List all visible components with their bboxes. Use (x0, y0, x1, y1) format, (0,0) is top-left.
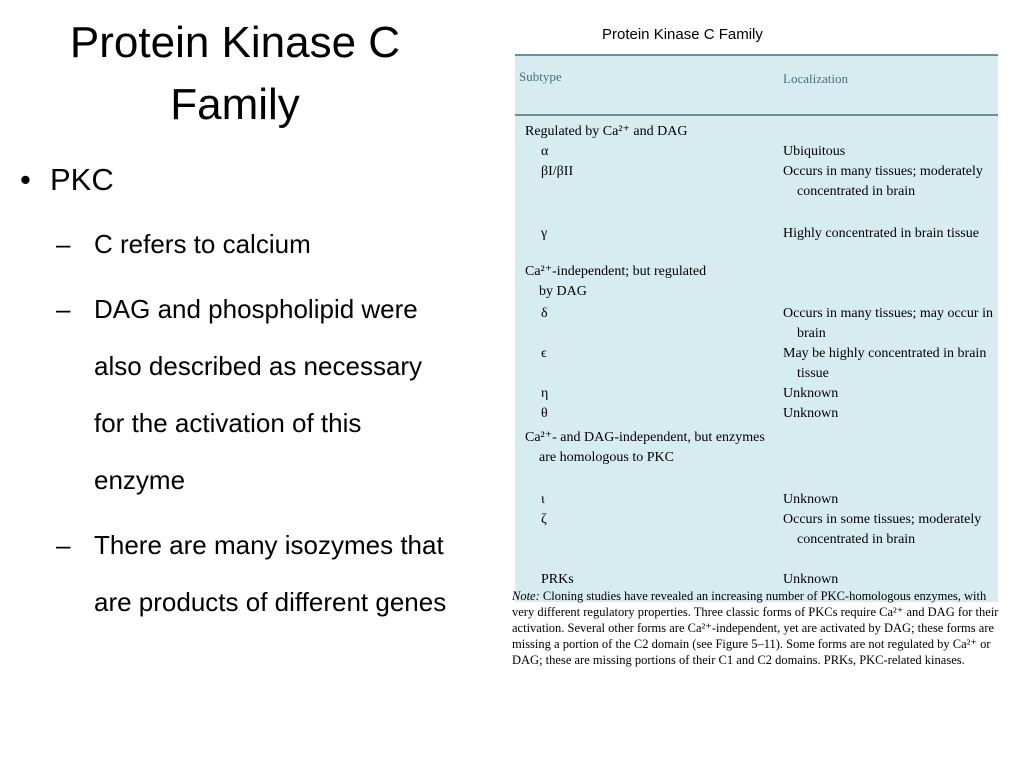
sub-bullet-text: There are many isozymes that are products of different genes (94, 530, 447, 617)
note-text: Cloning studies have revealed an increasing number of PKC-homologous enzymes, with very different regulatory properties. Three classic forms of PKCs require Ca²⁺ and DAG for their activation. Several other forms are Ca²⁺-independent, yet are activated by DAG; these forms are missing a portion of the C2 domain (see Figure 5–11). Some forms are not regulated by Ca²⁺ or DAG; these are missing portions of their C1 and C2 domains. PRKs, PKC-related kinases. (512, 589, 999, 667)
slide-title (20, 12, 450, 136)
sub-bullet-list (14, 216, 454, 631)
subtype-cell: βI/βII (541, 164, 574, 179)
subtype-cell: η (541, 386, 549, 401)
title-line-1: Protein Kinase C (69, 18, 401, 67)
localization-cell: Ubiquitous (783, 144, 846, 159)
dash-icon: – (56, 294, 71, 324)
localization-cell: Occurs in many tissues; moderately concentrated in brain (783, 164, 983, 199)
table-note (512, 588, 1000, 668)
localization-cell: Occurs in many tissues; may occur in brain (783, 306, 993, 341)
subtype-cell: α (541, 144, 549, 159)
subtype-cell: ϵ (541, 346, 547, 361)
title-line-2: Family (170, 80, 300, 129)
subtype-cell: γ (541, 226, 548, 241)
sub-bullet-item (14, 281, 454, 509)
subtype-cell: δ (541, 306, 548, 321)
column-header-localization: Localization (783, 71, 848, 86)
note-label: Note: (512, 589, 540, 603)
sub-bullet-item (14, 216, 454, 273)
localization-cell: Unknown (783, 406, 839, 421)
figure-title: Protein Kinase C Family (602, 26, 763, 43)
table-header (515, 56, 998, 116)
localization-cell: Occurs in some tissues; moderately concentrated in brain (783, 512, 982, 547)
bullet-item (14, 158, 454, 202)
localization-cell: Unknown (783, 386, 839, 401)
column-header-subtype: Subtype (519, 69, 562, 84)
subtype-cell: ζ (541, 512, 547, 527)
subtype-cell: Regulated by Ca²⁺ and DAG (525, 124, 688, 139)
pkc-table (515, 54, 998, 602)
subtype-cell: PRKs (541, 572, 574, 587)
bullet-icon: • (20, 162, 31, 197)
dash-icon: – (56, 530, 71, 560)
subtype-cell: θ (541, 406, 548, 421)
localization-cell: Unknown (783, 492, 839, 507)
localization-cell: May be highly concentrated in brain tissue (783, 346, 987, 381)
sub-bullet-item (14, 517, 454, 631)
sub-bullet-text: C refers to calcium (94, 229, 311, 259)
bullet-list (14, 158, 454, 639)
pkc-table-figure (500, 18, 1006, 708)
dash-icon: – (56, 229, 71, 259)
localization-cell: Unknown (783, 572, 839, 587)
sub-bullet-text: DAG and phospholipid were also described as necessary for the activation of this enzyme (94, 294, 423, 495)
subtype-cell: Ca²⁺-independent; but regulated by DAG (525, 264, 707, 299)
localization-cell: Highly concentrated in brain tissue (783, 226, 979, 241)
subtype-cell: ι (541, 492, 545, 507)
bullet-text: PKC (50, 162, 114, 197)
subtype-cell: Ca²⁺- and DAG-independent, but enzymes are homologous to PKC (525, 430, 765, 465)
